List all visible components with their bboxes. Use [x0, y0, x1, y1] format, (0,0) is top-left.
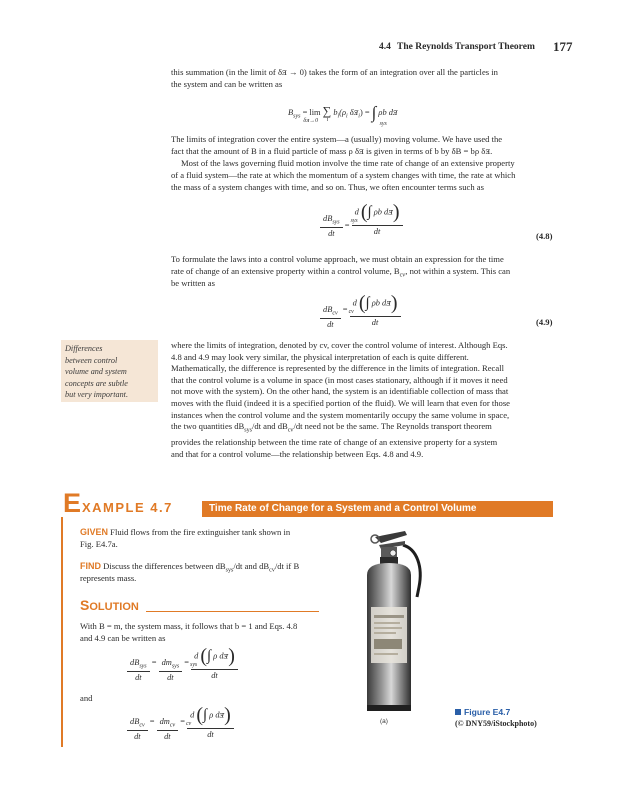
solution-line-1: With B = m, the system mass, it follows that b = 1 and Eqs. 4.8	[80, 621, 298, 631]
para2-line-1: To formulate the laws into a control volume approach, we must obtain an expression for the time	[171, 254, 504, 264]
equation-number-4-8: (4.8)	[536, 231, 553, 241]
solution-heading: SOLUTION	[80, 597, 139, 613]
para3: where the limits of integration, denoted by cv, cover the control volume of interest. Although Eqs. 4.8 and 4.9 may look very similar, the physical interpretation of each is quite different. Mathematically, the difference is represented by the difference in the limits of integration. Recall that the control volume is a volume in space (in most cases stationary, although if it moves it need not move with the system). On the other hand, the system is an identifiable collection of mass that moves with the fluid (indeed it is a specified portion of the fluid). We will learn that even for those instances when the control volume and the system momentarily occupy the same volume in space, the two quantities $dB_{sys}/dt$ and $dB_{cv}/dt$ need not be the same. The Reynolds transport theorem provides the relationship between the time rate of change of an extensive property for a system and that for a control volume—the relationship between Eqs. 4.8 and 4.9.	[171, 340, 510, 460]
intro-line-2: the system and can be written as	[171, 79, 283, 89]
running-title: The Reynolds Transport Theorem	[397, 42, 535, 52]
example-equation-sys: $\frac{dB_{sys}}{dt}$ = $\frac{dm_{sys}}{dt}$ = d (∫ ρ dⱻ) sys dt	[127, 644, 238, 682]
given-line-1: GIVEN Fluid flows from the fire extinguisher tank shown in	[80, 527, 291, 537]
margin-note	[61, 340, 158, 402]
example-equation-cv: $\frac{dB_{cv}}{dt}$ = $\frac{dm_{cv}}{dt}$ = d (∫ ρ dⱻ) cv dt	[127, 703, 234, 741]
solution-line-2: and 4.9 can be written as	[80, 633, 166, 643]
para2-line-3: be written as	[171, 278, 215, 288]
equation-4-8: $\frac{dB_{sys}}{dt}$ = d (∫ ρb dⱻ) sys dt	[320, 200, 403, 238]
para1-line-5: the mass of a system changes with time, and so on. Thus, we often encounter terms such as	[171, 182, 484, 192]
example-label: XAMPLE 4.7	[82, 500, 173, 515]
intro-line-1: this summation (in the limit of δⱻ → 0) takes the form of an integration over all the particles in	[171, 67, 498, 77]
example-big-e: E	[63, 488, 82, 518]
example-title: Time Rate of Change for a System and a Control Volume	[209, 503, 477, 514]
figure-credit: (© DNY59/iStockphoto)	[455, 719, 537, 728]
given-line-2: Fig. E4.7a.	[80, 539, 118, 549]
equation-4-9: $\frac{dB_{cv}}{dt}$ = d (∫ ρb dⱻ) cv dt	[320, 291, 401, 329]
fire-extinguisher-photo	[345, 527, 435, 717]
caption-square-icon	[455, 709, 461, 715]
equation-number-4-9: (4.9)	[536, 317, 553, 327]
page-number: 177	[553, 39, 573, 54]
para1-line-3: Most of the laws governing fluid motion involve the time rate of change of an extensive property	[181, 158, 515, 168]
para1-line-1: The limits of integration cover the entire system—a (usually) moving volume. We have used the	[171, 134, 503, 144]
para2-line-2: rate of change of an extensive property within a control volume, $B_{cv}$, not within a system. This can	[171, 266, 511, 279]
margin-note-line: but very important.	[65, 390, 128, 399]
figure-sublabel: (a)	[380, 718, 388, 725]
find-line-1: FIND Discuss the differences between $dB_{sys}/dt$ and $dB_{cv}/dt$ if B	[80, 561, 300, 574]
and-word: and	[80, 693, 93, 703]
equation-bsys: $B_{sys} = \lim$ δⱻ→0 ∑ i $b_i(\rho_i$ δⱻ$_i$) = ∫ sys ρb dⱻ	[288, 103, 398, 127]
para1-line-2: fact that the amount of B in a fluid particle of mass ρ δⱻ is given in terms of b by δB = bρ δⱻ.	[171, 146, 493, 156]
solution-rule	[146, 611, 319, 612]
section-number: 4.4	[379, 42, 391, 52]
margin-note-line: between control	[65, 355, 118, 365]
margin-note-line: concepts are subtle	[65, 378, 128, 388]
margin-note-line: volume and system	[65, 367, 127, 376]
figure-caption: Figure E4.7	[455, 707, 510, 717]
para1-line-4: of a fluid system—the rate at which the momentum of a system changes with time, the rate at which	[171, 170, 516, 180]
margin-note-line: Differences	[65, 344, 103, 353]
find-line-2: represents mass.	[80, 573, 137, 583]
